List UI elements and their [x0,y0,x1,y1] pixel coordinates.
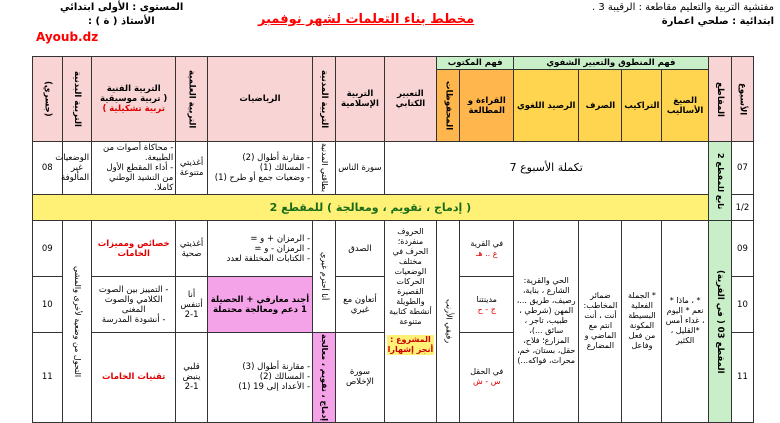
extra-cell: 11 [33,333,63,423]
reading-letters: ع .. هـ [475,248,498,258]
col-forms: الصيغ الأساليب [662,70,708,142]
art-cell: تقنيات الخامات [92,333,176,423]
col-extra: (جسري) [33,57,63,142]
reading-cell [460,277,514,333]
col-art-sub1: ( تربية موسيقية [100,94,168,104]
col-writing: التعبير الكتابي [384,57,437,142]
teacher-label: الأستاذ ( ة ) : [88,16,155,27]
col-civic: التربية المدنية [313,57,336,142]
integration-cell: ( إدماج ، تقويم ، ومعالجة ) للمقطع 2 [33,195,709,221]
writing-project-label: المشروع : [390,335,431,344]
col-structures: التراكيب [622,70,662,142]
week-number: 10 [731,277,753,333]
writing-project-value: أنجز إشهارا [387,345,434,354]
col-physical: التربية البدنية [62,57,91,142]
extra-cell: 10 [33,277,63,333]
art-cell: - التمييز بين الصوت الكلامي والصوت المغنى - أنشودة المدرسة [92,277,176,333]
col-math: الرياضيات [207,57,312,142]
completion-cell: تكملة الأسبوع 7 [384,142,708,195]
col-oral-group: فهم المنطوق والتعبير الشفوي [514,57,709,70]
islamic-cell: الصدق [336,221,384,277]
col-reading: القراءة و المطالعة [460,70,514,142]
math-special-cell: أجند معارفي + الحصيلة 1 دعم ومعالجة محتملة [207,277,312,333]
art-cell: خصائص ومميزات الخامات [92,221,176,277]
week-number: 1/2 [731,195,753,221]
page-title: مخطط بناء التعلمات لشهر نوفمبر [258,12,475,27]
forms-cell: * ، ماذا * نعم * اليوم ، غداء أمس *القليل ، الكثير [662,221,708,423]
science-cell: أغذيتي متنوعة [176,142,208,195]
grammar-cell: ضمائر المخاطب: أنت ، أنت انتم مع الماضي و المضارع [579,221,622,423]
islamic-cell: سورة الإخلاص [336,333,384,423]
col-written-group: فهم المكتوب [437,57,514,70]
col-art-title: التربية الفنية [106,84,161,94]
lesson-plan-table [32,56,754,423]
islamic-cell: سورة الناس [336,142,384,195]
col-segment: المقاطع [708,57,731,142]
writing-cell [384,221,437,423]
extra-cell: 08 [33,142,63,195]
extra-cell: 09 [33,221,63,277]
school-label: ابتدائية : صلحي اعمارة [661,16,774,27]
col-vocab: الرصيد اللغوي [514,70,579,142]
science-cell: قلبي ينبض 1-2 [176,333,208,423]
writing-text: الحروف منفردة؛ الحرف في مختلف الوضعيات الحركات القصيرة والطويلة أنشطة كتابية متنوعة [389,227,432,326]
week-number: 09 [731,221,753,277]
science-cell: أنا أتنفس 1-2 [176,277,208,333]
islamic-cell: أتعاون مع غيري [336,277,384,333]
col-week: الأسبوع [731,57,753,142]
segment-cell: تابع للمقطع 2 [708,142,731,221]
col-art-sub2: تربية تشكيلية ) [102,104,165,114]
math-cell: - مقارنة أطوال (3) - المسالك (2) - الأعداد إلى 19 (1) [207,333,312,423]
vocab-cell: الحي والقرية: الشارع ، بناية، رصيف، طريق ...، المهن (شرطي ، طبيب، تاجر ، سائق ...)، المزارع؛ فلاح، حقل، بستان، خم، محراث، فواكه...) [514,221,579,423]
structures-cell: * الجملة الفعلية البسيطة المكونة من فعل وفاعل [622,221,662,423]
art-cell: - محاكاة أصوات من الطبيعة. - أداء المقطع الأول من النشيد الوطني كاملا. [92,142,176,195]
week-number: 07 [731,142,753,195]
writing-project [387,335,435,355]
math-cell: - مقارنة أطوال (2) - المسالك (1) - وضعيات جمع أو طرح (1) [207,142,312,195]
physical-cell: الوضعيات غير المألوفة [62,142,91,195]
civic-cell: إدماج ، تقويم ، معالجة [313,333,336,423]
memorization-cell: رفيقي الأرنب [437,221,460,423]
physical-cell: التحول من وضعية لأخرى والمشي [62,221,91,423]
segment-cell: المقطع 03 ( في القرية) [708,221,731,423]
site-logo: Ayoub.dz [36,30,99,44]
reading-cell [460,221,514,277]
reading-letters: ج - ح [477,304,496,314]
reading-letters: س - ش [472,377,501,387]
math-cell: - الرمزان + و = - الرمزان - و = - الكتابات المختلفة لعدد [207,221,312,277]
civic-cell: بطاقتي المدنية [313,142,336,195]
col-memorization: المحفوظات [437,70,460,142]
col-science: التربية العلمية [176,57,208,142]
reading-cell [460,333,514,423]
col-art [92,57,176,142]
week-number: 11 [731,333,753,423]
reading-title: في الحقل [470,367,504,377]
col-grammar: الصرف [579,70,622,142]
level-label: المستوى : الأولى ابتدائي [60,2,184,13]
civic-cell: أنا أحترم غيري [313,221,336,333]
science-cell: أغذيتي صحية [176,221,208,277]
col-islamic: التربية الإسلامية [336,57,384,142]
directorate-label: مفتشية التربية والتعليم مقاطعة : الرقيبة 3 . [591,2,774,13]
reading-title: في القرية [470,238,504,248]
reading-title: مدينتنا [476,294,497,304]
